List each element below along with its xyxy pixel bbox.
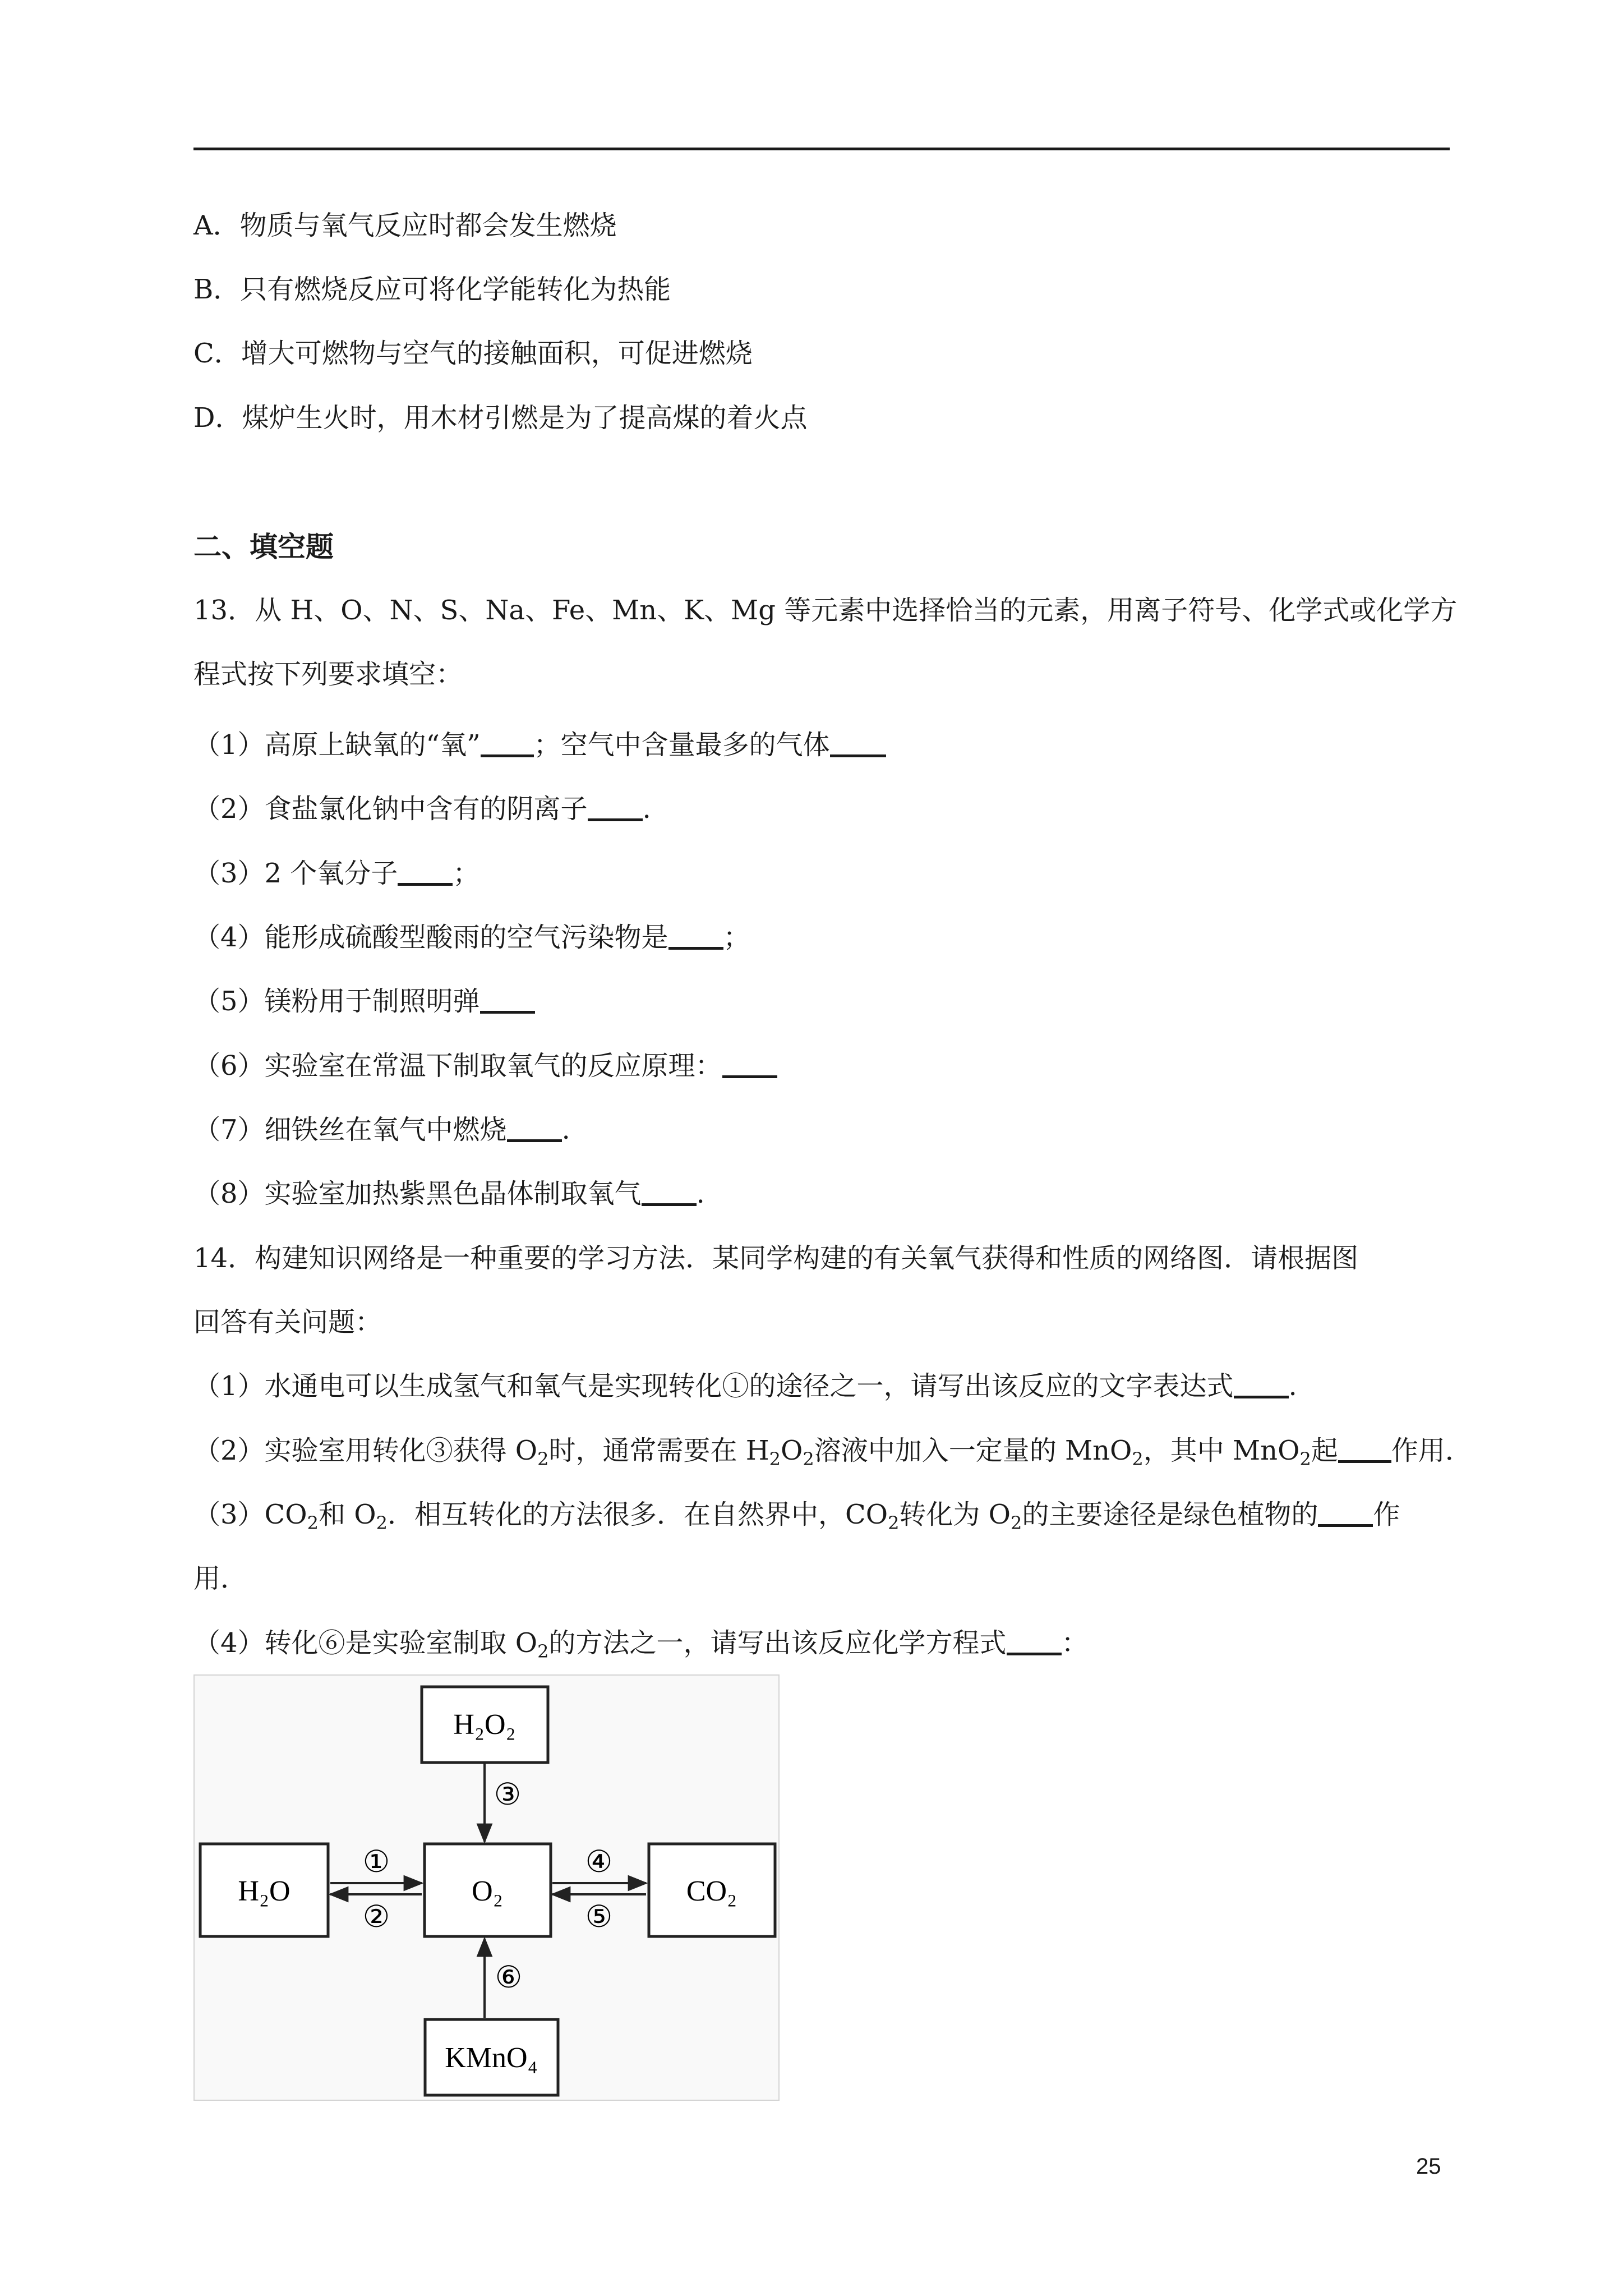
label-2: ② — [362, 1899, 390, 1934]
answer-blank[interactable] — [398, 857, 453, 886]
q14-p3-text-e: 的主要途径是绿色植物的 — [1022, 1499, 1318, 1530]
q13-p7-text-b: . — [561, 1114, 570, 1145]
option-b: B．只有燃烧反应可将化学能转化为热能 — [193, 274, 671, 305]
q13-p2-text-a: （2）食盐氯化钠中含有的阴离子 — [193, 793, 588, 825]
q14-part-2 — [193, 1434, 1472, 1476]
q14-part-1 — [193, 1369, 1297, 1403]
q13-p8-text-b: . — [696, 1178, 705, 1209]
subscript: 2 — [307, 1512, 319, 1534]
q14-p1-text-b: . — [1288, 1370, 1297, 1402]
subscript: 2 — [537, 1448, 549, 1470]
q14-p2-text-b: 时，通常需要在 H — [548, 1435, 769, 1466]
answer-blank[interactable] — [668, 921, 723, 950]
q14-p2-text-c: O — [781, 1435, 803, 1466]
q13-p2-text-b: . — [642, 793, 651, 825]
q14-p1-text-a: （1）水通电可以生成氢气和氧气是实现转化①的途径之一，请写出该反应的文字表达式 — [193, 1370, 1234, 1402]
subscript: 2 — [376, 1512, 388, 1534]
q13-p8-text-a: （8）实验室加热紫黑色晶体制取氧气 — [193, 1178, 642, 1209]
box-h2o2-label: H₂O₂ — [453, 1709, 516, 1741]
q14-p3-text-a: （3）CO — [193, 1499, 307, 1530]
answer-blank[interactable] — [1318, 1498, 1373, 1527]
box-co2-label: CO₂ — [686, 1875, 737, 1907]
subscript: 2 — [1299, 1448, 1311, 1470]
q14-p2-text-d: 溶液中加入一定量的 MnO — [814, 1435, 1132, 1466]
q13-stem-line-2: 程式按下列要求填空： — [193, 659, 463, 690]
q13-part-2 — [193, 792, 651, 826]
q14-p2-text-a: （2）实验室用转化③获得 O — [193, 1435, 538, 1466]
q14-p4-text-a: （4）转化⑥是实验室制取 O — [193, 1627, 538, 1659]
q13-p1-text-b: ；空气中含量最多的气体 — [533, 729, 830, 761]
q14-p2-text-e: ，其中 MnO — [1143, 1435, 1300, 1466]
q14-p4-text-c: ： — [1061, 1627, 1089, 1659]
page-number: 25 — [1416, 2154, 1441, 2179]
answer-blank[interactable] — [722, 1050, 777, 1078]
answer-blank[interactable] — [642, 1177, 697, 1206]
q13-part-4 — [193, 921, 750, 954]
q13-part-1 — [193, 728, 886, 762]
q13-p4-text-a: （4）能形成硫酸型酸雨的空气污染物是 — [193, 922, 668, 953]
subscript: 2 — [537, 1641, 549, 1662]
answer-blank[interactable] — [1234, 1370, 1289, 1398]
q14-stem-line-2: 回答有关问题： — [193, 1306, 382, 1338]
subscript: 2 — [1011, 1512, 1022, 1534]
subscript: 2 — [769, 1448, 781, 1470]
answer-blank[interactable] — [588, 793, 643, 821]
q14-p2-text-g: 作用． — [1391, 1435, 1472, 1466]
q14-part-3-continued: 用． — [193, 1563, 248, 1594]
subscript: 2 — [1132, 1448, 1144, 1470]
section-title: 二、填空题 — [193, 531, 334, 563]
subscript: 2 — [803, 1448, 814, 1470]
option-a: A．物质与氧气反应时都会发生燃烧 — [193, 210, 617, 241]
box-kmno4-label: KMnO₄ — [445, 2042, 538, 2074]
label-6: ⑥ — [495, 1959, 523, 1995]
q14-p3-text-b: 和 O — [318, 1499, 376, 1530]
q13-p1-text-a: （1）高原上缺氧的“氧” — [193, 729, 481, 761]
q13-p4-text-b: ； — [723, 922, 750, 953]
q13-p3-text-b: ； — [453, 858, 480, 889]
q13-part-5 — [193, 984, 535, 1018]
q14-p3-text-c: ．相互转化的方法很多．在自然界中，CO — [387, 1499, 888, 1530]
option-c: C．增大可燃物与空气的接触面积，可促进燃烧 — [193, 338, 753, 369]
answer-blank[interactable] — [1007, 1627, 1062, 1655]
option-d: D．煤炉生火时，用木材引燃是为了提高煤的着火点 — [193, 402, 808, 434]
q14-p3-text-f: 作 — [1373, 1499, 1400, 1530]
header-rule — [193, 148, 1450, 150]
answer-blank[interactable] — [830, 729, 886, 757]
label-4: ④ — [585, 1844, 613, 1879]
q13-p7-text-a: （7）细铁丝在氧气中燃烧 — [193, 1114, 507, 1145]
answer-blank[interactable] — [1338, 1434, 1391, 1463]
answer-blank[interactable] — [480, 985, 535, 1014]
answer-blank[interactable] — [481, 729, 534, 757]
q14-part-4 — [193, 1626, 1089, 1668]
q14-p4-text-b: 的方法之一，请写出该反应化学方程式 — [548, 1627, 1007, 1659]
box-o2-label: O₂ — [472, 1875, 503, 1907]
q13-part-3 — [193, 857, 479, 890]
label-3: ③ — [494, 1777, 522, 1812]
label-1: ① — [362, 1844, 390, 1879]
oxygen-network-diagram — [193, 1674, 780, 2101]
q13-p6-text-a: （6）实验室在常温下制取氧气的反应原理： — [193, 1050, 722, 1082]
answer-blank[interactable] — [507, 1114, 562, 1142]
q13-stem-line-1: 13．从 H、O、N、S、Na、Fe、Mn、K、Mg 等元素中选择恰当的元素，用离子符号、化学式或化学方 — [193, 595, 1458, 626]
q14-p3-text-d: 转化为 O — [899, 1499, 1011, 1530]
q14-stem-line-1: 14．构建知识网络是一种重要的学习方法．某同学构建的有关氧气获得和性质的网络图．请根据图 — [193, 1243, 1359, 1274]
q13-part-6 — [193, 1049, 777, 1083]
q13-part-7 — [193, 1113, 570, 1147]
q14-part-3 — [193, 1498, 1400, 1540]
q13-p5-text-a: （5）镁粉用于制照明弹 — [193, 986, 480, 1017]
label-5: ⑤ — [585, 1899, 613, 1934]
q13-part-8 — [193, 1177, 705, 1211]
box-h2o-label: H₂O — [238, 1875, 291, 1907]
q13-p3-text-a: （3）2 个氧分子 — [193, 858, 398, 889]
subscript: 2 — [888, 1512, 900, 1534]
q14-p2-text-f: 起 — [1311, 1435, 1338, 1466]
